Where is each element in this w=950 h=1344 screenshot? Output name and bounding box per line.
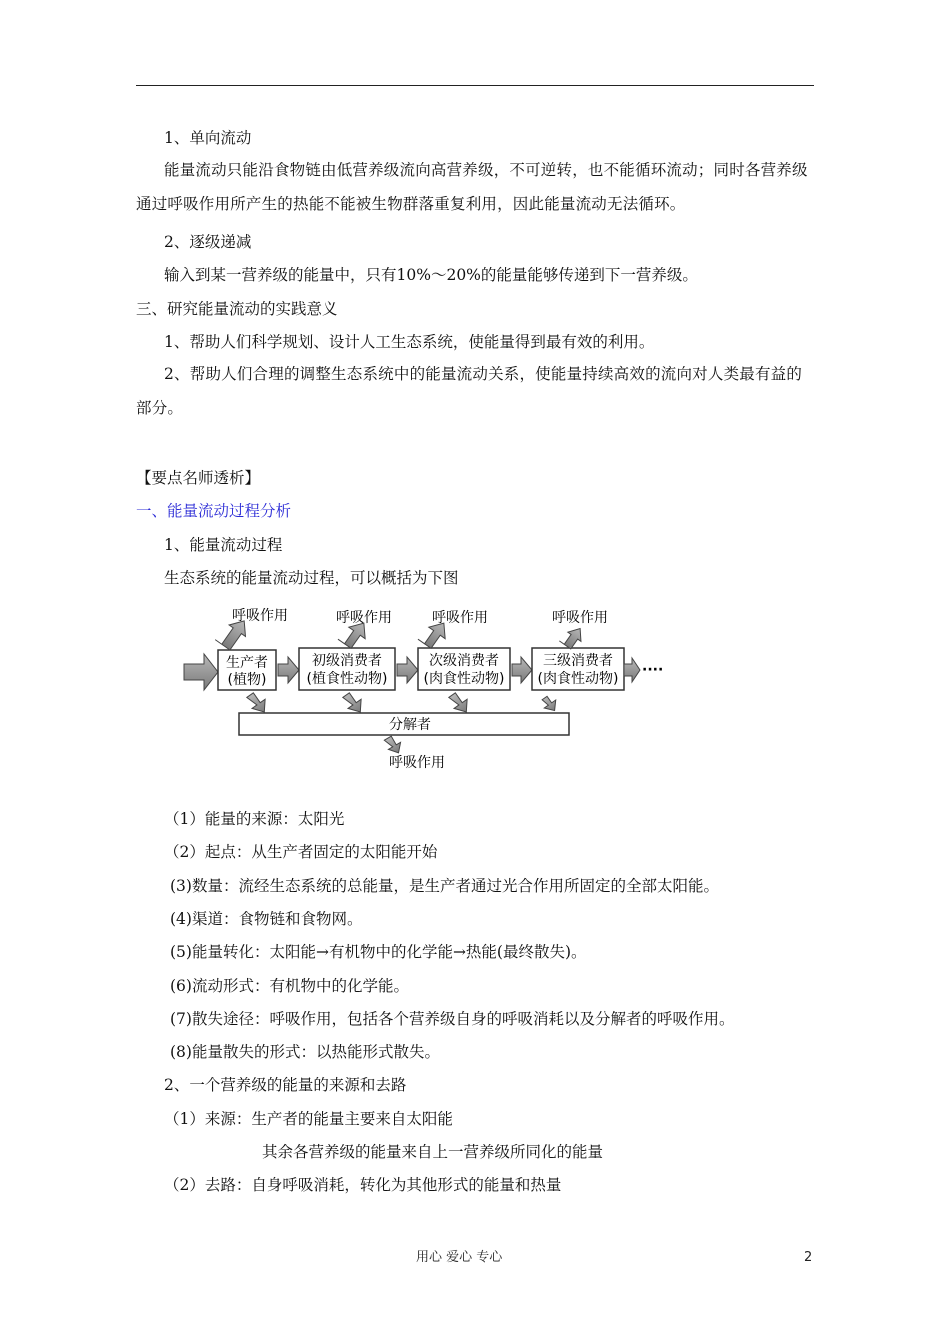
sunlight-input-arrow [184, 654, 218, 690]
list-item-4: (4)渠道：食物链和食物网。 [170, 910, 363, 928]
practice-item-1: 1、帮助人们科学规划、设计人工生态系统，使能量得到最有效的利用。 [164, 333, 655, 351]
part2-source: （1）来源：生产者的能量主要来自太阳能 [164, 1110, 453, 1128]
section-title-one-way: 1、单向流动 [164, 129, 252, 147]
flow-arrow-2 [397, 657, 418, 683]
respiration-label-producer: 呼吸作用 [232, 608, 288, 624]
respiration-arrow-decomposer [383, 734, 404, 757]
part2-sink: （2）去路：自身呼吸消耗，转化为其他形式的能量和热量 [164, 1176, 562, 1194]
producer-label: 生产者 [226, 655, 268, 671]
energy-flow-svg [180, 600, 664, 775]
secondary-consumer-label: 次级消费者 [429, 653, 499, 669]
list-item-6: (6)流动形式：有机物中的化学能。 [170, 977, 409, 995]
respiration-label-primary: 呼吸作用 [336, 610, 392, 626]
practice-item-2: 2、帮助人们合理的调整生态系统中的能量流动关系，使能量持续高效的流向对人类最有益的部分。 [136, 365, 803, 417]
part1-intro: 生态系统的能量流动过程，可以概括为下图 [164, 569, 459, 587]
part2-source-continued: 其余各营养级的能量来自上一营养级所同化的能量 [262, 1143, 604, 1161]
section-title-practice: 三、研究能量流动的实践意义 [136, 300, 338, 318]
list-item-2: （2）起点：从生产者固定的太阳能开始 [164, 843, 438, 861]
respiration-label-secondary: 呼吸作用 [432, 610, 488, 626]
continuation-ellipsis: ···· [642, 662, 664, 678]
part1-heading: 一、能量流动过程分析 [136, 502, 292, 520]
respiration-label-decomposer: 呼吸作用 [389, 755, 445, 771]
flow-arrow-1 [278, 657, 299, 683]
flow-arrow-4 [624, 658, 640, 682]
secondary-consumer-sub-label: (肉食性动物) [423, 671, 505, 687]
respiration-label-tertiary: 呼吸作用 [552, 610, 608, 626]
to-decomposer-arrow-4 [540, 693, 561, 714]
paragraph-decrease: 输入到某一营养级的能量中，只有10%～20%的能量能够传递到下一营养级。 [164, 266, 698, 284]
part1-title: 1、能量流动过程 [164, 536, 283, 554]
list-item-8: (8)能量散失的形式：以热能形式散失。 [170, 1043, 440, 1061]
decomposer-label: 分解者 [389, 717, 431, 733]
tertiary-consumer-label: 三级消费者 [543, 653, 613, 669]
paragraph-one-way: 能量流动只能沿食物链由低营养级流向高营养级，不可逆转，也不能循环流动；同时各营养级通过呼吸作用所产生的热能不能被生物群落重复利用，因此能量流动无法循环。 [136, 161, 808, 213]
list-item-7: (7)散失途径：呼吸作用，包括各个营养级自身的呼吸消耗以及分解者的呼吸作用。 [170, 1010, 735, 1028]
part2-title: 2、一个营养级的能量的来源和去路 [164, 1076, 407, 1094]
list-item-1: （1）能量的来源：太阳光 [164, 810, 345, 828]
page-number: 2 [804, 1250, 813, 1265]
primary-consumer-label: 初级消费者 [312, 653, 382, 669]
respiration-arrow-tertiary [559, 623, 586, 651]
flow-arrow-3 [512, 657, 532, 683]
primary-consumer-sub-label: (植食性动物) [306, 671, 388, 687]
producer-sub-label: (植物) [227, 672, 267, 688]
section-title-decrease: 2、逐级递减 [164, 233, 252, 251]
header-rule [136, 85, 814, 86]
energy-flow-diagram [180, 600, 664, 775]
footer-center-text: 用心 爱心 专心 [416, 1250, 503, 1265]
tertiary-consumer-sub-label: (肉食性动物) [537, 671, 619, 687]
list-item-3: (3)数量：流经生态系统的总能量，是生产者通过光合作用所固定的全部太阳能。 [170, 877, 719, 895]
analysis-heading: 【要点名师透析】 [136, 469, 261, 487]
list-item-5: (5)能量转化：太阳能→有机物中的化学能→热能(最终散失)。 [170, 943, 587, 961]
